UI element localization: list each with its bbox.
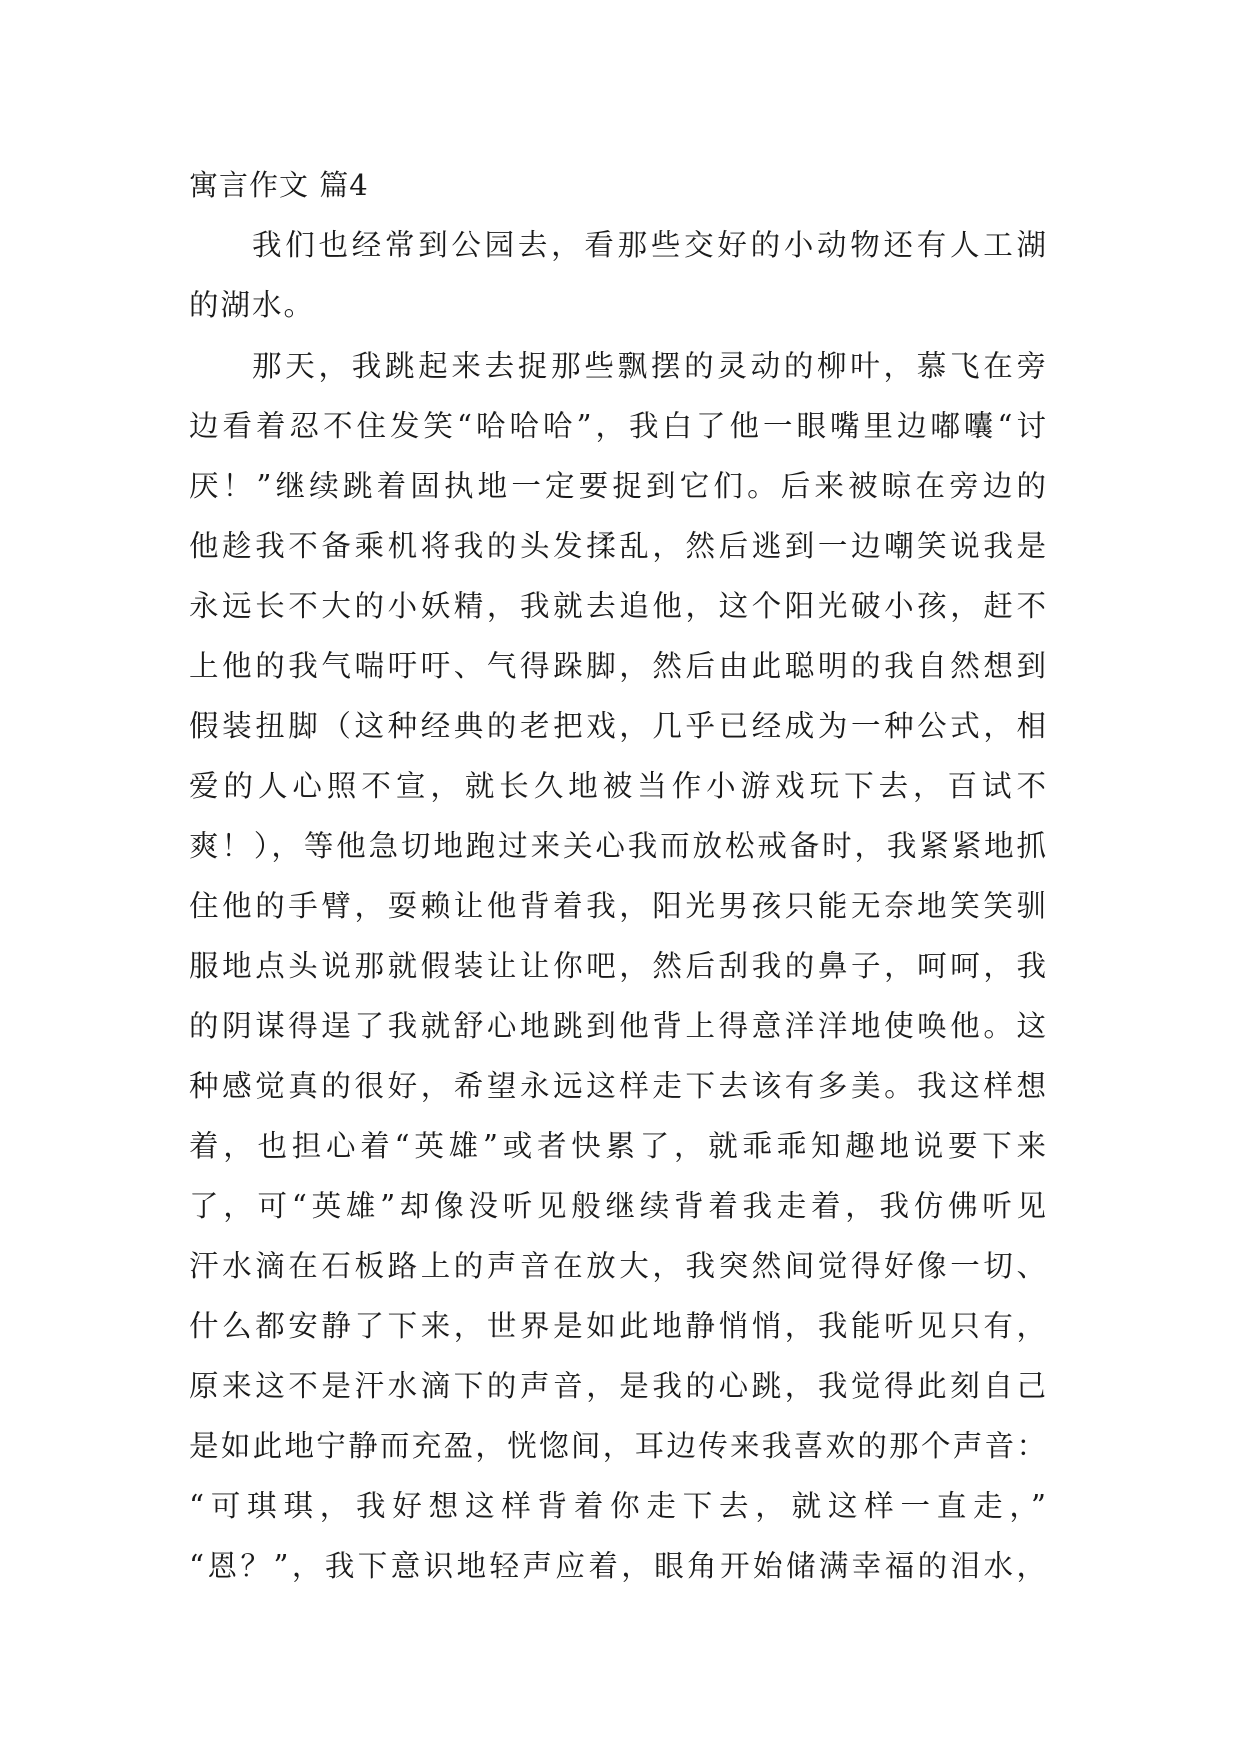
paragraph-line: 汗水滴在石板路上的声音在放大，我突然间觉得好像一切、: [189, 1249, 1046, 1283]
paragraph-line: 住他的手臂，耍赖让他背着我，阳光男孩只能无奈地笑笑驯: [189, 889, 1046, 923]
paragraph-line: “可琪琪，我好想这样背着你走下去，就这样一直走，”: [189, 1489, 1046, 1523]
paragraph-line: 我们也经常到公园去，看那些交好的小动物还有人工湖: [252, 228, 1046, 262]
paragraph-line: 那天，我跳起来去捉那些飘摆的灵动的柳叶，慕飞在旁: [252, 349, 1046, 383]
paragraph-line: 爱的人心照不宣，就长久地被当作小游戏玩下去，百试不: [189, 769, 1046, 803]
paragraph-line: 边看着忍不住发笑“哈哈哈”，我白了他一眼嘴里边嘟囔“讨: [189, 409, 1046, 443]
paragraph-line: 什么都安静了下来，世界是如此地静悄悄，我能听见只有，: [189, 1309, 1046, 1343]
paragraph-line: “恩？”，我下意识地轻声应着，眼角开始储满幸福的泪水，: [189, 1549, 1046, 1583]
paragraph-line: 是如此地宁静而充盈，恍惚间，耳边传来我喜欢的那个声音：: [189, 1429, 1046, 1463]
paragraph-line: 厌！”继续跳着固执地一定要捉到它们。后来被晾在旁边的: [189, 469, 1046, 503]
paragraph-line: 种感觉真的很好，希望永远这样走下去该有多美。我这样想: [189, 1069, 1046, 1103]
paragraph-line: 永远长不大的小妖精，我就去追他，这个阳光破小孩，赶不: [189, 589, 1046, 623]
section-heading: 寓言作文 篇4: [189, 168, 369, 202]
paragraph-line: 着，也担心着“英雄”或者快累了，就乖乖知趣地说要下来: [189, 1129, 1046, 1163]
paragraph-line: 假装扭脚（这种经典的老把戏，几乎已经成为一种公式，相: [189, 709, 1046, 743]
paragraph-line: 了，可“英雄”却像没听见般继续背着我走着，我仿佛听见: [189, 1189, 1046, 1223]
paragraph-line: 爽！），等他急切地跑过来关心我而放松戒备时，我紧紧地抓: [189, 829, 1046, 863]
paragraph-line: 服地点头说那就假装让让你吧，然后刮我的鼻子，呵呵，我: [189, 949, 1046, 983]
paragraph-line: 的阴谋得逞了我就舒心地跳到他背上得意洋洋地使唤他。这: [189, 1009, 1046, 1043]
paragraph-line: 他趁我不备乘机将我的头发揉乱，然后逃到一边嘲笑说我是: [189, 529, 1046, 563]
paragraph-line: 的湖水。: [189, 288, 316, 322]
paragraph-line: 上他的我气喘吁吁、气得跺脚，然后由此聪明的我自然想到: [189, 649, 1046, 683]
paragraph-line: 原来这不是汗水滴下的声音，是我的心跳，我觉得此刻自己: [189, 1369, 1046, 1403]
